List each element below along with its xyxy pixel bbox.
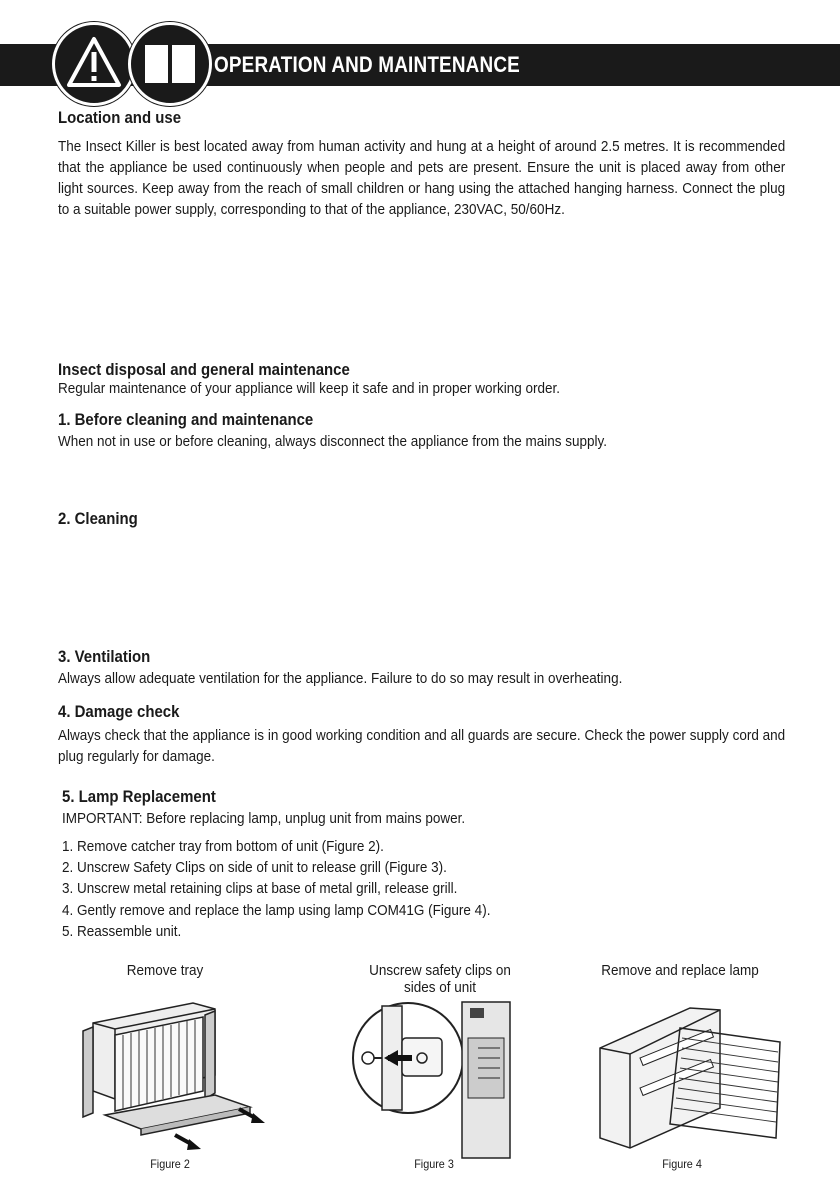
location-heading: Location and use [58,108,182,127]
figure-4-illustration [590,998,790,1154]
page-title: OPERATION AND MAINTENANCE [214,52,520,77]
figure-4-caption: Remove and replace lamp [601,962,759,979]
ventilation-body: Always allow adequate ventilation for the appliance. Failure to do so may result in overheating. [58,670,623,687]
manual-book-icon [128,22,212,106]
lamp-step: 2. Unscrew Safety Clips on side of unit to release grill (Figure 3). [62,859,447,876]
disposal-body: Regular maintenance of your appliance will keep it safe and in proper working order. [58,380,561,397]
figure-2-label: Figure 2 [150,1157,190,1171]
figure-2-caption: Remove tray [126,962,204,979]
lamp-heading: 5. Lamp Replacement [62,787,216,806]
figure-2-illustration [75,995,275,1160]
figure-3-caption: Unscrew safety clips on sides of unit [369,962,511,996]
figure-4-label: Figure 4 [662,1157,702,1171]
warning-triangle-icon [52,22,136,106]
before-cleaning-body: When not in use or before cleaning, always disconnect the appliance from the mains supply. [58,433,608,450]
lamp-step: 1. Remove catcher tray from bottom of unit (Figure 2). [62,838,384,855]
lamp-step: 4. Gently remove and replace the lamp using lamp COM41G (Figure 4). [62,902,491,919]
before-cleaning-heading: 1. Before cleaning and maintenance [58,410,314,429]
lamp-important: IMPORTANT: Before replacing lamp, unplug unit from mains power. [62,810,466,827]
figure-3-illustration [340,998,520,1160]
damage-body: Always check that the appliance is in good working condition and all guards are secure. Check the power supply cord and plug regularly for damage. [58,727,786,765]
cleaning-heading: 2. Cleaning [58,509,138,528]
disposal-heading: Insect disposal and general maintenance [58,360,350,379]
location-body: The Insect Killer is best located away from human activity and hung at a height of around 2.5 metres. It is recommended that the appliance be used continuously when people and pets are present. Ensure the unit is placed away from other light sources. Keep away from the reach of small children or hang using the attached hanging harness. Connect the plug to a suitable power supply, corresponding to that of the appliance, 230VAC, 50/60Hz. [58,138,786,218]
lamp-step: 3. Unscrew metal retaining clips at base of metal grill, release grill. [62,880,458,897]
figure-3-label: Figure 3 [414,1157,454,1171]
damage-heading: 4. Damage check [58,702,180,721]
ventilation-heading: 3. Ventilation [58,647,151,666]
lamp-step: 5. Reassemble unit. [62,923,182,940]
